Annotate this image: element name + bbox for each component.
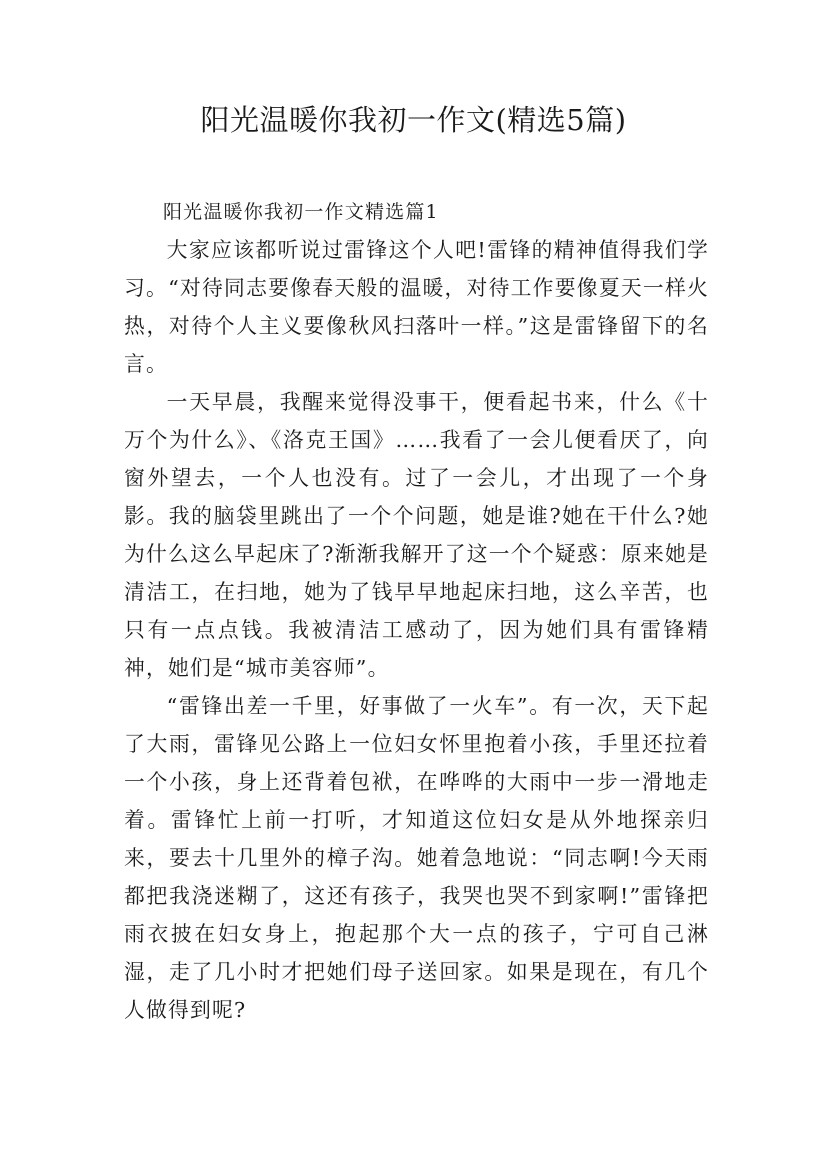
document-title: 阳光温暖你我初一作文(精选5篇)	[200, 103, 627, 137]
paragraph-3: “雷锋出差一千里，好事做了一火车”。有一次，天下起了大雨，雷锋见公路上一位妇女怀里抱着小孩，手里还拉着一个小孩，身上还背着包袱，在哗哗的大雨中一步一滑地走着。雷锋忙上前一打听，才知道这位妇女是从外地探亲归来，要去十几里外的樟子沟。她着急地说：“同志啊!今天雨都把我浇迷糊了，这还有孩子，我哭也哭不到家啊!”雷锋把雨衣披在妇女身上，抱起那个大一点的孩子，宁可自己淋湿，走了几小时才把她们母子送回家。如果是现在，有几个人做得到呢?	[124, 694, 709, 1022]
section-heading: 阳光温暖你我初一作文精选篇1	[162, 201, 439, 223]
document-body	[124, 193, 709, 1029]
paragraph-1: 大家应该都听说过雷锋这个人吧!雷锋的精神值得我们学习。“对待同志要像春天般的温暖，对待工作要像夏天一样火热，对待个人主义要像秋风扫落叶一样。”这是雷锋留下的名言。	[124, 238, 709, 376]
paragraph-2: 一天早晨，我醒来觉得没事干，便看起书来，什么《十万个为什么》、《洛克王国》……我看了一会儿便看厌了，向窗外望去，一个人也没有。过了一会儿，才出现了一个身影。我的脑袋里跳出了一个个问题，她是谁?她在干什么?她为什么这么早起床了?渐渐我解开了这一个个疑惑：原来她是清洁工，在扫地，她为了钱早早地起床扫地，这么辛苦，也只有一点点钱。我被清洁工感动了，因为她们具有雷锋精神，她们是“城市美容师”。	[124, 390, 709, 680]
